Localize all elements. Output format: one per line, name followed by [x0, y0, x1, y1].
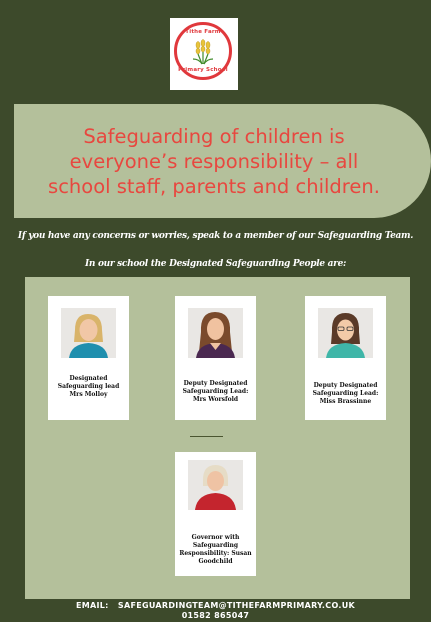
- caption-line-3: Responsibility: Susan: [179, 550, 252, 557]
- person-caption: [177, 534, 254, 566]
- concern-text: If you have any concerns or worries, speak to a member of our Safeguarding Team.: [17, 231, 414, 241]
- caption-line-3: Miss Brassinne: [319, 398, 372, 405]
- logo-bottom-text: Primary School: [178, 67, 228, 73]
- person-photo-image: [188, 460, 243, 510]
- person-photo: [188, 460, 243, 510]
- logo-top-text: Tithe Farm: [185, 29, 221, 35]
- person-caption: [177, 380, 254, 404]
- caption-line-1: Deputy Designated: [313, 382, 378, 389]
- caption-line-2: Safeguarding Lead:: [312, 390, 379, 397]
- person-photo-image: [318, 308, 373, 358]
- person-card-brassinne: [305, 296, 386, 420]
- intro-text: In our school the Designated Safeguarding People are:: [84, 259, 347, 269]
- person-photo-image: [188, 308, 243, 358]
- person-photo-image: [61, 308, 116, 358]
- caption-line-3: Mrs Worsfold: [192, 396, 239, 403]
- headline-text: [14, 124, 414, 199]
- person-caption: [307, 382, 384, 406]
- person-photo: [188, 308, 243, 358]
- caption-line-1: Governor with: [191, 534, 240, 541]
- person-caption: [50, 375, 127, 399]
- caption-line-4: Goodchild: [198, 558, 233, 565]
- logo-ring: [174, 22, 232, 80]
- phone-line[interactable]: 01582 865047: [181, 611, 250, 620]
- caption-line-2: Safeguarding lead: [57, 383, 120, 390]
- caption-line-1: Deputy Designated: [183, 380, 248, 387]
- person-photo: [318, 308, 373, 358]
- school-logo: [170, 18, 238, 90]
- caption-line-2: Safeguarding Lead:: [182, 388, 249, 395]
- person-card-molloy: [48, 296, 129, 420]
- headline-line-2: everyone’s responsibility – all: [69, 150, 359, 173]
- headline-line-1: Safeguarding of children is: [83, 125, 345, 148]
- caption-line-2: Safeguarding: [192, 542, 239, 549]
- caption-line-1: Designated: [69, 375, 108, 382]
- caption-line-3: Mrs Molloy: [69, 391, 108, 398]
- person-card-worsfold: [175, 296, 256, 420]
- person-photo: [61, 308, 116, 358]
- headline-line-3: school staff, parents and children.: [48, 175, 380, 198]
- contact-footer: [0, 601, 431, 621]
- email-line[interactable]: EMAIL: SAFEGUARDINGTEAM@TITHEFARMPRIMARY.CO.UK: [75, 601, 356, 610]
- headline-banner: [14, 104, 431, 218]
- wheat-icon: [189, 39, 217, 65]
- section-divider: [190, 436, 223, 437]
- person-card-goodchild: [175, 452, 256, 576]
